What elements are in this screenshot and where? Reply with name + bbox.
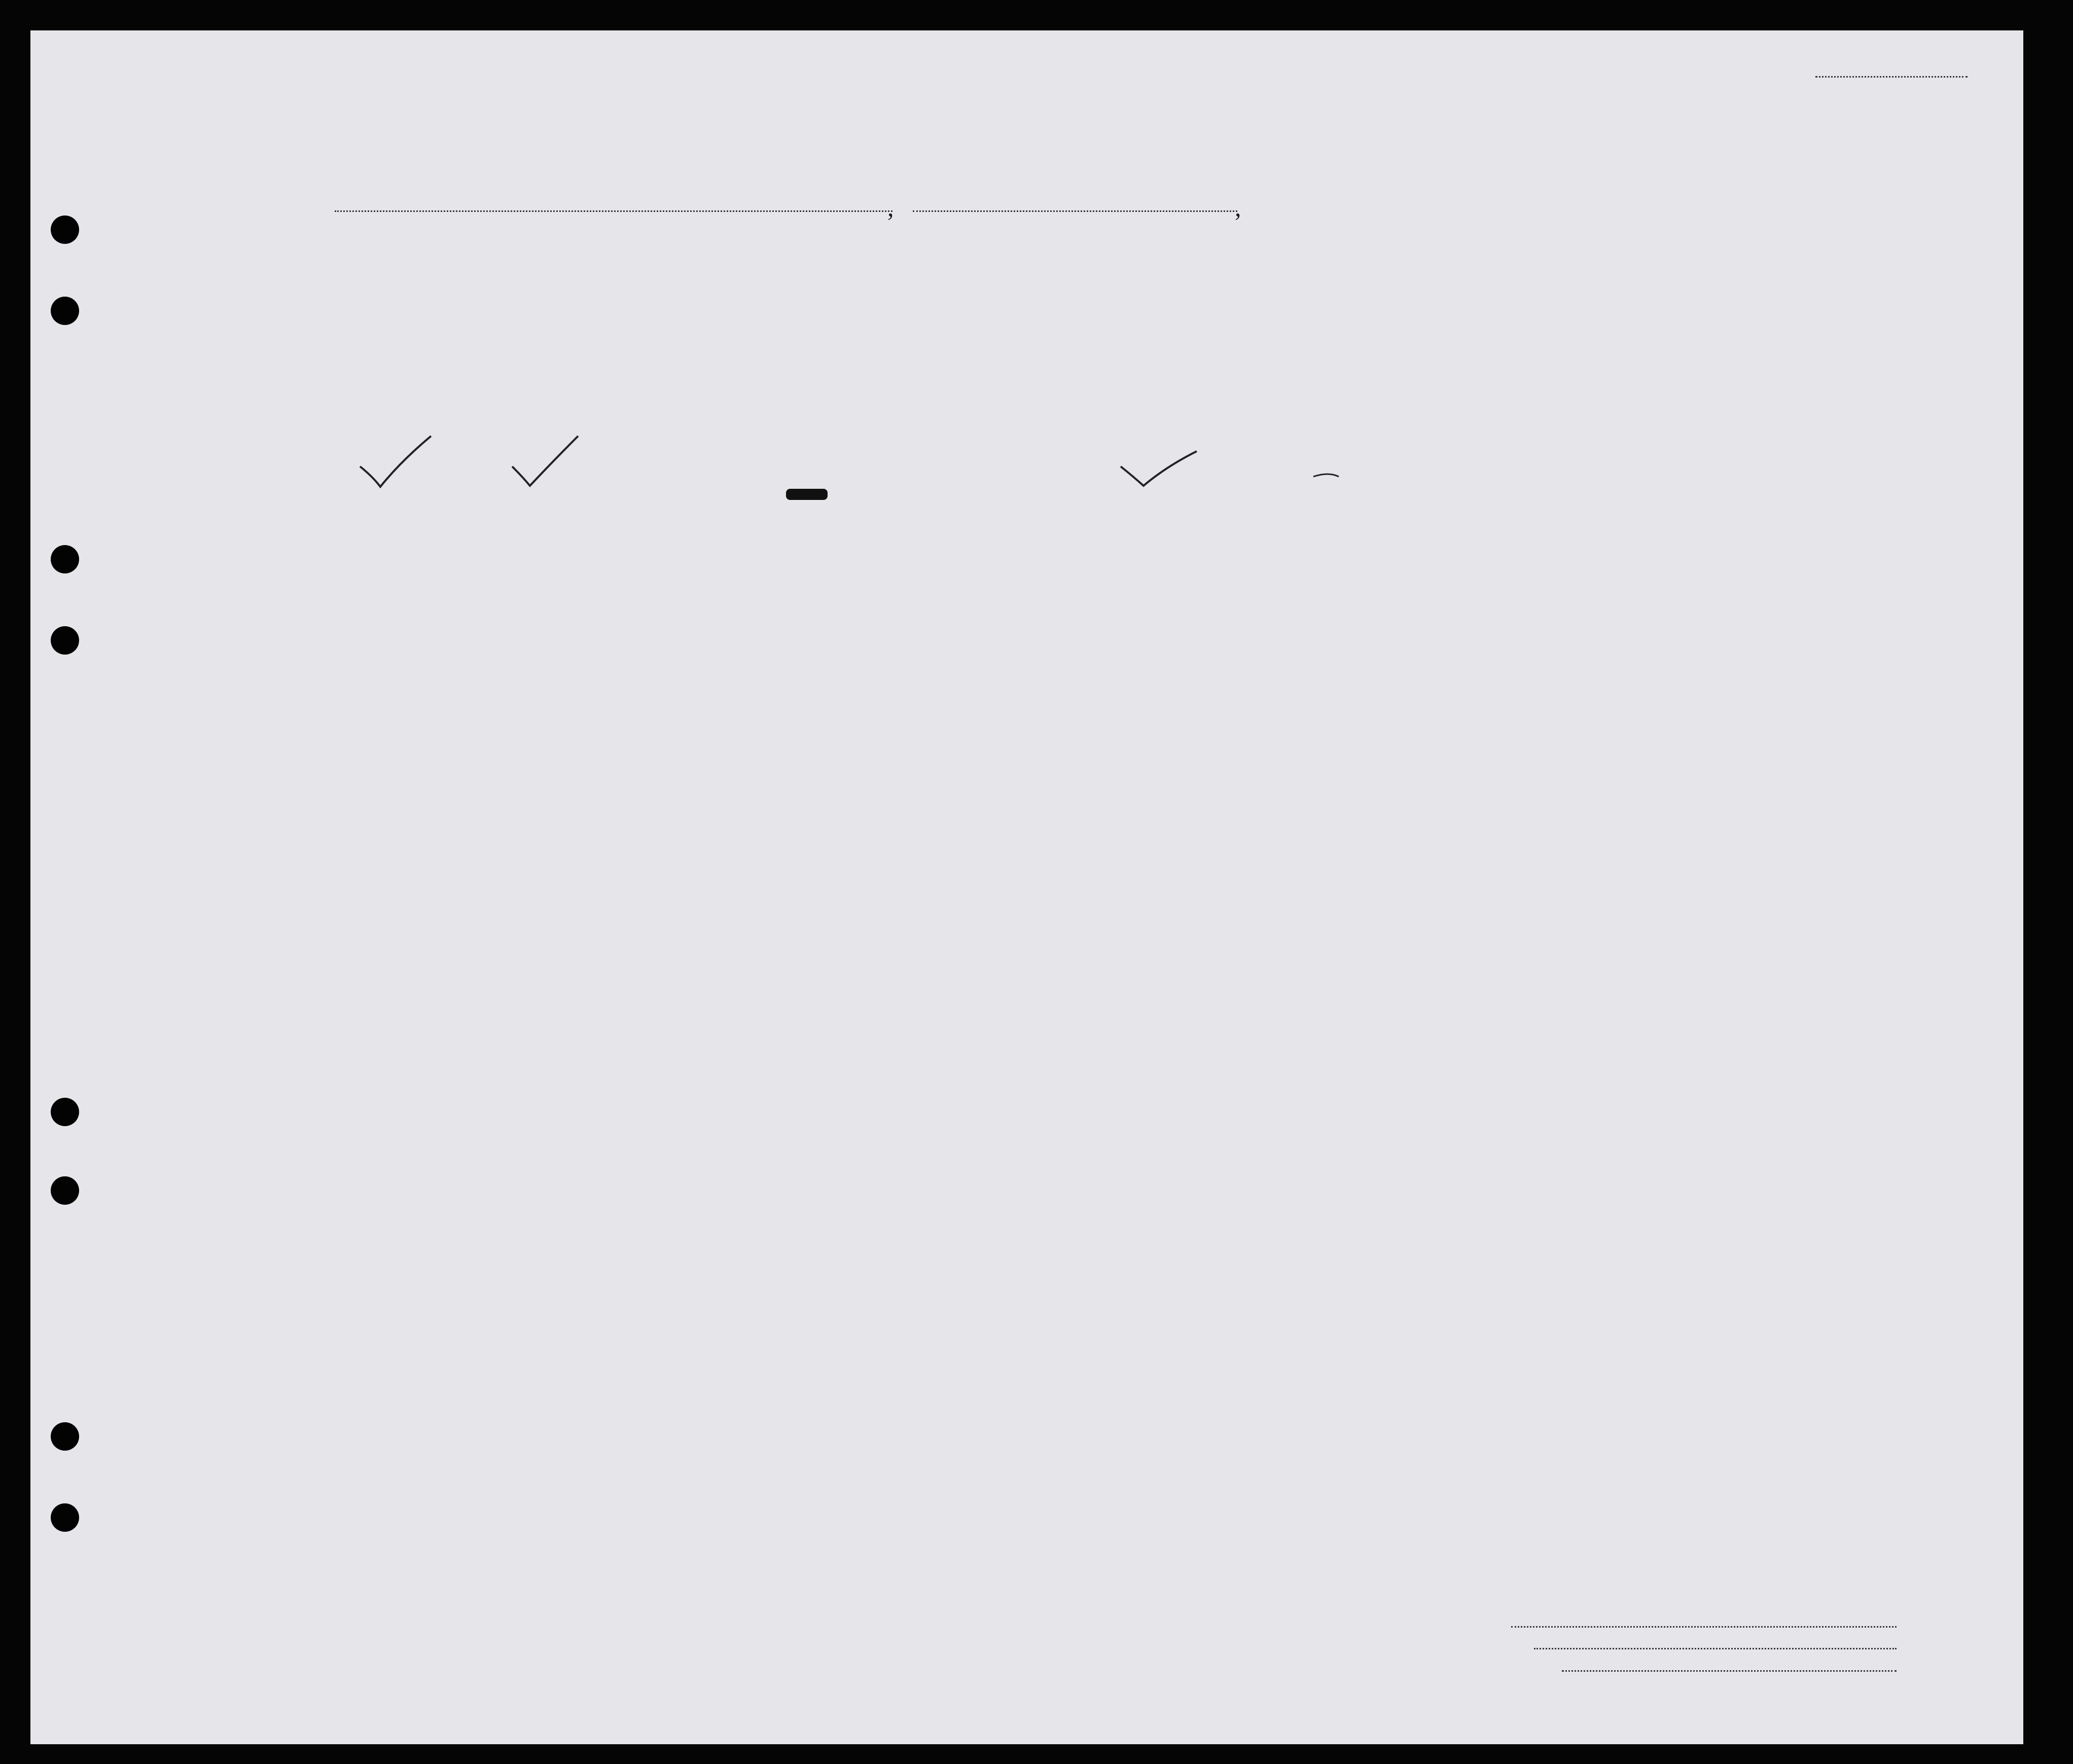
handwritten-check-marks	[30, 30, 2023, 1744]
agents-underline	[1562, 1670, 1897, 1672]
binder-hole	[51, 297, 79, 325]
binder-hole	[51, 1503, 79, 1532]
binder-hole	[51, 626, 79, 655]
comma-mark-2: ,	[1235, 193, 1241, 222]
manifest-sheet	[30, 30, 2023, 1744]
owners-underline	[1534, 1648, 1897, 1649]
binder-hole	[51, 215, 79, 244]
comma-mark: ,	[887, 193, 894, 222]
binder-hole	[51, 1422, 79, 1451]
binder-hole	[51, 1176, 79, 1205]
binder-hole	[51, 1098, 79, 1126]
line-underline	[1511, 1626, 1897, 1628]
binder-hole	[51, 545, 79, 573]
